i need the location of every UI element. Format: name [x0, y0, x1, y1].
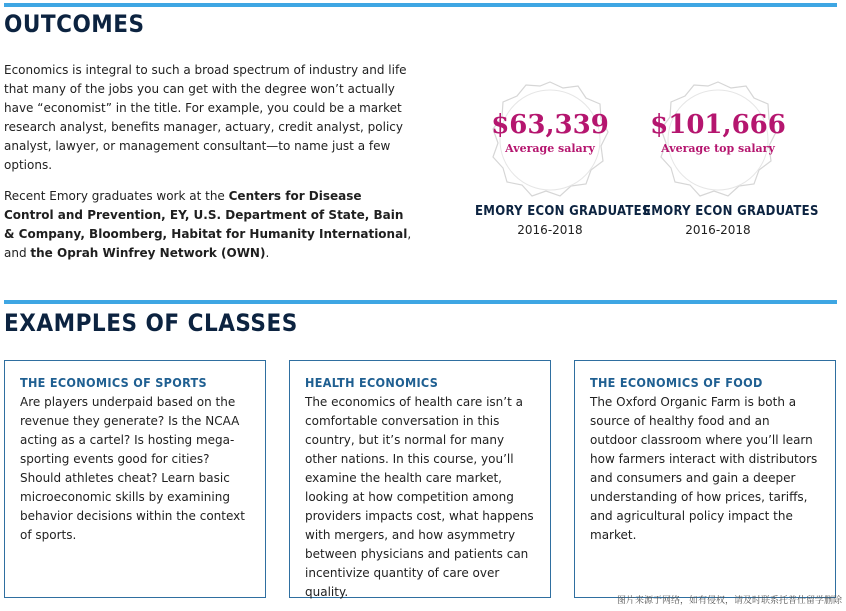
- classes-top-rule: [4, 300, 837, 304]
- employers-list: Centers for Disease Control and Prevention, EY, U.S. Department of State, Bain & Company, Bloomberg, Habitat for Humanity International: [4, 189, 408, 241]
- stat-average-salary: [475, 80, 651, 237]
- employer-own: the Oprah Winfrey Network (OWN): [30, 246, 266, 260]
- class-card-text: The Oxford Organic Farm is both a source of healthy food and an outdoor classroom where you’ll learn how farmers interact with distributors and consumers and gain a deeper understanding of how prices, tariffs, and agricultural policy impact the market.: [590, 395, 818, 542]
- employers-joiner: , and: [4, 227, 412, 260]
- stat-label: Average salary: [505, 142, 595, 155]
- stat-average-top-salary: [643, 80, 819, 237]
- seal-badge-icon: [490, 80, 610, 200]
- classes-heading: EXAMPLES OF CLASSES: [4, 309, 298, 337]
- stat-value: $63,339: [491, 110, 609, 140]
- class-card-food: [574, 360, 836, 598]
- outcomes-paragraph-1: Economics is integral to such a broad spectrum of industry and life that many of the jobs you can get with the degree won’t actually have “economist” in the title. For example, you could be a market research analyst, benefits manager, actuary, credit analyst, policy analyst, lawyer, or management consultant—to name just a few options.: [4, 63, 407, 172]
- class-card-title: HEALTH ECONOMICS: [305, 375, 439, 390]
- class-card-title: THE ECONOMICS OF SPORTS: [20, 375, 207, 390]
- outcomes-top-rule: [4, 3, 837, 7]
- stat-school: EMORY ECON GRADUATES: [643, 204, 819, 219]
- class-card-text: Are players underpaid based on the revenue they generate? Is the NCAA acting as a cartel? Is hosting mega-sporting events good for cities? Should athletes cheat? Learn basic microeconomic skills by examining behavior decisions within the context of sports.: [20, 395, 245, 542]
- class-card-title: THE ECONOMICS OF FOOD: [590, 375, 763, 390]
- seal-badge-icon: [658, 80, 778, 200]
- outcomes-heading: OUTCOMES: [4, 10, 145, 38]
- employers-lead-text: Recent Emory graduates work at the: [4, 189, 229, 203]
- stat-label: Average top salary: [661, 142, 775, 155]
- stat-school: EMORY ECON GRADUATES: [475, 204, 651, 219]
- class-card-sports: [4, 360, 266, 598]
- class-card-text: The economics of health care isn’t a comfortable conversation in this country, but it’s normal for many other nations. In this course, you’ll examine the health care market, looking at how competition among providers impacts cost, what happens with mergers, and how asymmetry between physicians and patients can incentivize quantity of care over quality.: [305, 395, 534, 599]
- employers-end: .: [265, 246, 270, 260]
- image-source-watermark: 图片来源于网络，如有侵权，请及时联系托普仕留学删除: [616, 596, 842, 606]
- stat-years: 2016-2018: [685, 223, 751, 237]
- outcomes-paragraph-2: [4, 187, 412, 263]
- class-card-health: [289, 360, 551, 598]
- stat-seal: [650, 80, 786, 200]
- stat-seal: [490, 80, 610, 200]
- stat-years: 2016-2018: [517, 223, 583, 237]
- stat-value: $101,666: [650, 110, 786, 140]
